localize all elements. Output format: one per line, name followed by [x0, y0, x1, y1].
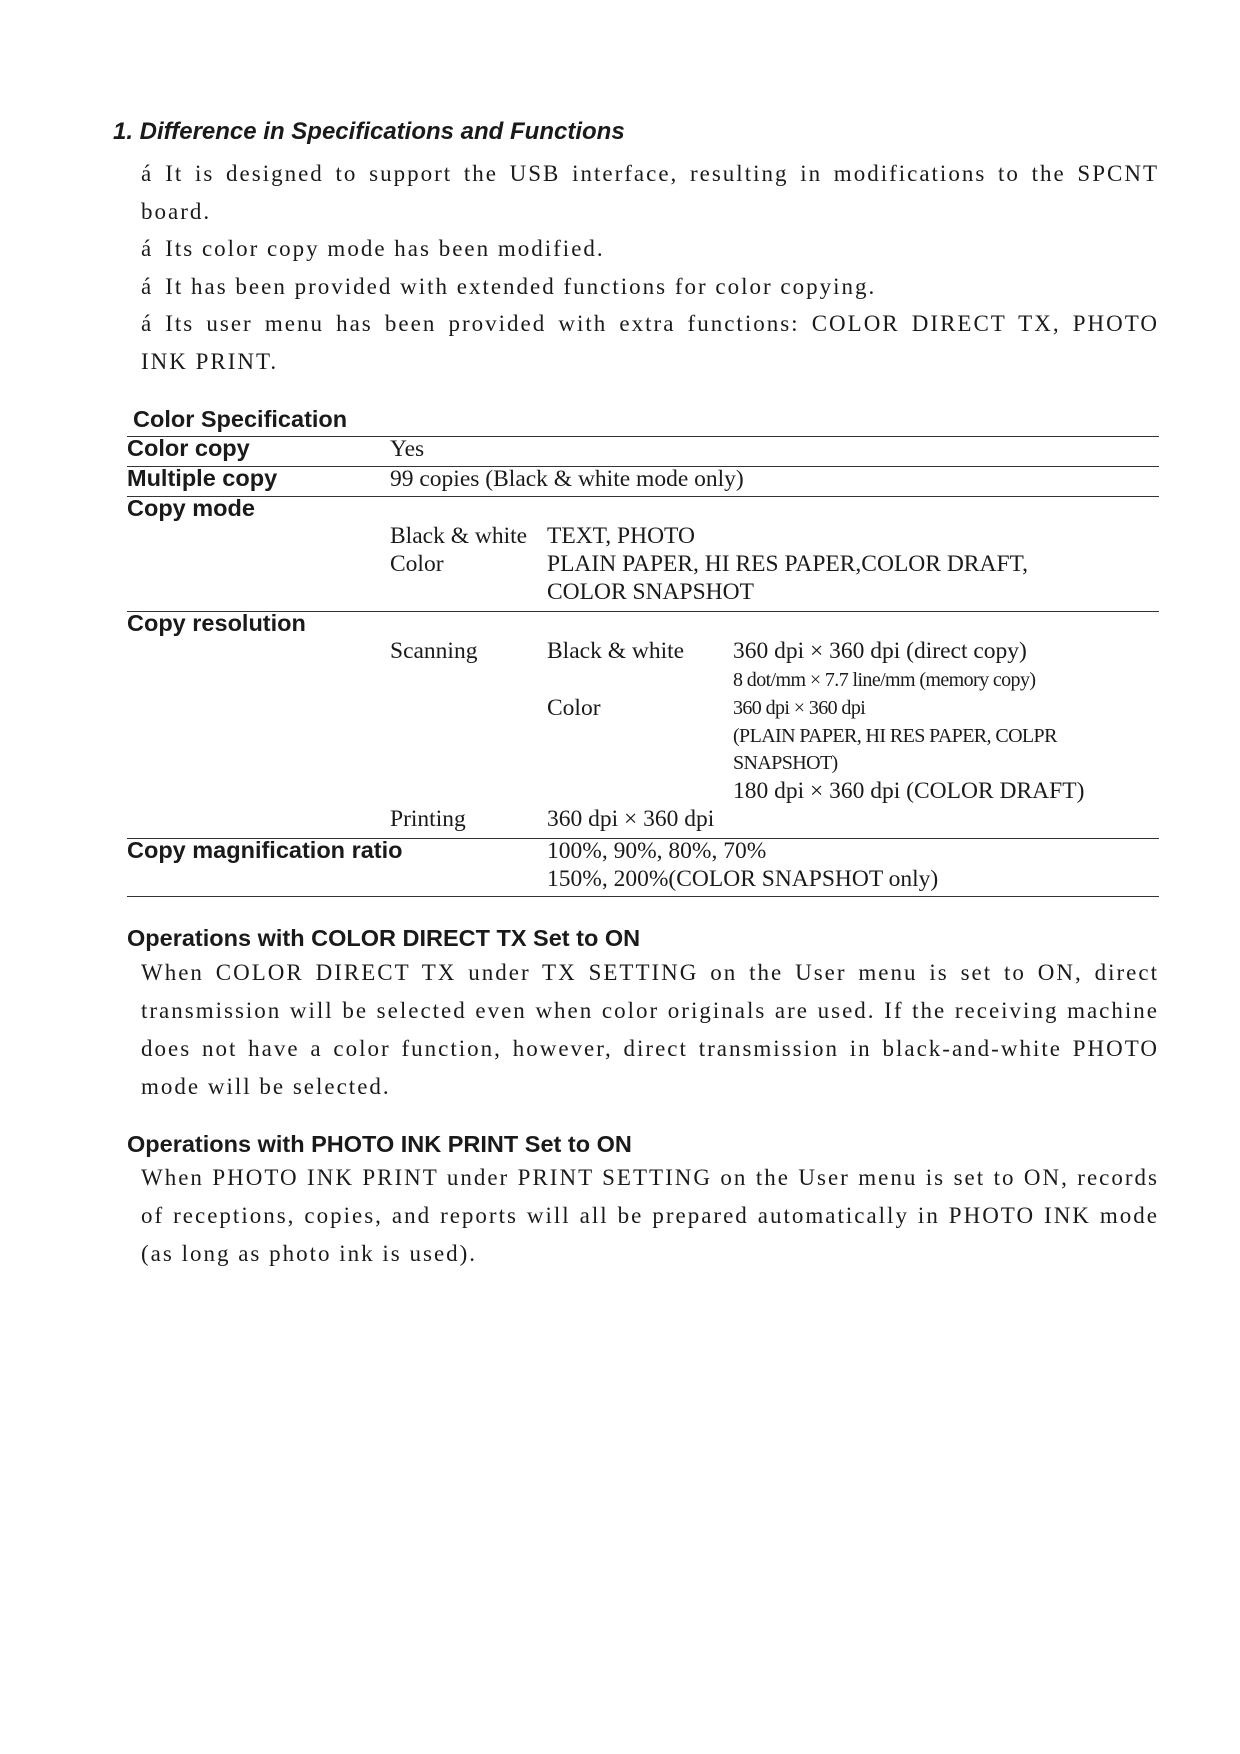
color-copy-value: Yes	[390, 436, 425, 462]
magnification-value: 150%, 200%(COLOR SNAPSHOT only)	[547, 866, 939, 892]
table-rule	[127, 496, 1159, 497]
bullet-item	[141, 155, 1159, 230]
bullet-mark: á	[141, 236, 154, 261]
bullet-mark: á	[141, 161, 154, 186]
printing-label: Printing	[390, 806, 466, 832]
copy-mode-label: Copy mode	[127, 495, 255, 521]
resolution-color-label: Color	[547, 695, 601, 721]
copy-mode-bw-label: Black & white	[390, 523, 528, 549]
bullet-text: Its color copy mode has been modified.	[165, 236, 605, 261]
bullet-list	[141, 155, 1159, 380]
bullet-item	[141, 230, 1159, 268]
direct-tx-text: When COLOR DIRECT TX under TX SETTING on the User menu is set to ON, direct transmission will be selected even when color originals are used. If the receiving machine does not have a color function, however, direct transmission in black-and-white PHOTO mode will be selected.	[141, 960, 1159, 1099]
copy-mode-color-value: COLOR SNAPSHOT	[547, 579, 754, 605]
bullet-text: It has been provided with extended functions for color copying.	[165, 273, 877, 299]
color-copy-label: Color copy	[127, 435, 250, 461]
resolution-bw-value: 8 dot/mm × 7.7 line/mm (memory copy)	[733, 669, 1036, 691]
resolution-color-value: 360 dpi × 360 dpi	[733, 697, 866, 719]
resolution-color-value: (PLAIN PAPER, HI RES PAPER, COLPR	[733, 725, 1057, 747]
resolution-color-value: 180 dpi × 360 dpi (COLOR DRAFT)	[733, 778, 1085, 804]
bullet-mark: á	[141, 273, 154, 299]
spec-table-title: Color Specification	[133, 406, 348, 432]
scanning-label: Scanning	[390, 638, 478, 664]
resolution-bw-value: 360 dpi × 360 dpi (direct copy)	[733, 638, 1027, 664]
bullet-mark: á	[141, 311, 154, 336]
magnification-value: 100%, 90%, 80%, 70%	[547, 838, 767, 864]
bullet-item	[141, 268, 1159, 306]
bullet-item	[141, 305, 1159, 380]
section-heading: 1. Difference in Specifications and Functions	[113, 118, 625, 145]
photo-ink-text: When PHOTO INK PRINT under PRINT SETTING on the User menu is set to ON, records of receptions, copies, and reports will all be prepared automatically in PHOTO INK mode (as long as photo ink is used).	[141, 1165, 1159, 1266]
copy-mode-color-value: PLAIN PAPER, HI RES PAPER,COLOR DRAFT,	[547, 551, 1028, 577]
copy-mode-bw-value: TEXT, PHOTO	[547, 523, 695, 549]
resolution-bw-label: Black & white	[547, 638, 685, 664]
direct-tx-heading: Operations with COLOR DIRECT TX Set to ON	[127, 925, 641, 951]
multiple-copy-value: 99 copies (Black & white mode only)	[390, 466, 744, 492]
bullet-text: It is designed to support the USB interface, resulting in modifications to the SPCNT board.	[141, 161, 1159, 224]
table-rule	[127, 436, 1159, 437]
magnification-label: Copy magnification ratio	[127, 837, 403, 863]
printing-value: 360 dpi × 360 dpi	[547, 806, 715, 832]
bullet-text: Its user menu has been provided with extra functions: COLOR DIRECT TX, PHOTO INK PRINT.	[141, 311, 1159, 374]
copy-resolution-label: Copy resolution	[127, 610, 306, 636]
photo-ink-heading: Operations with PHOTO INK PRINT Set to ON	[127, 1131, 632, 1157]
resolution-color-value: SNAPSHOT)	[733, 752, 838, 774]
copy-mode-color-label: Color	[390, 551, 444, 577]
multiple-copy-label: Multiple copy	[127, 465, 278, 491]
table-rule	[127, 896, 1159, 897]
